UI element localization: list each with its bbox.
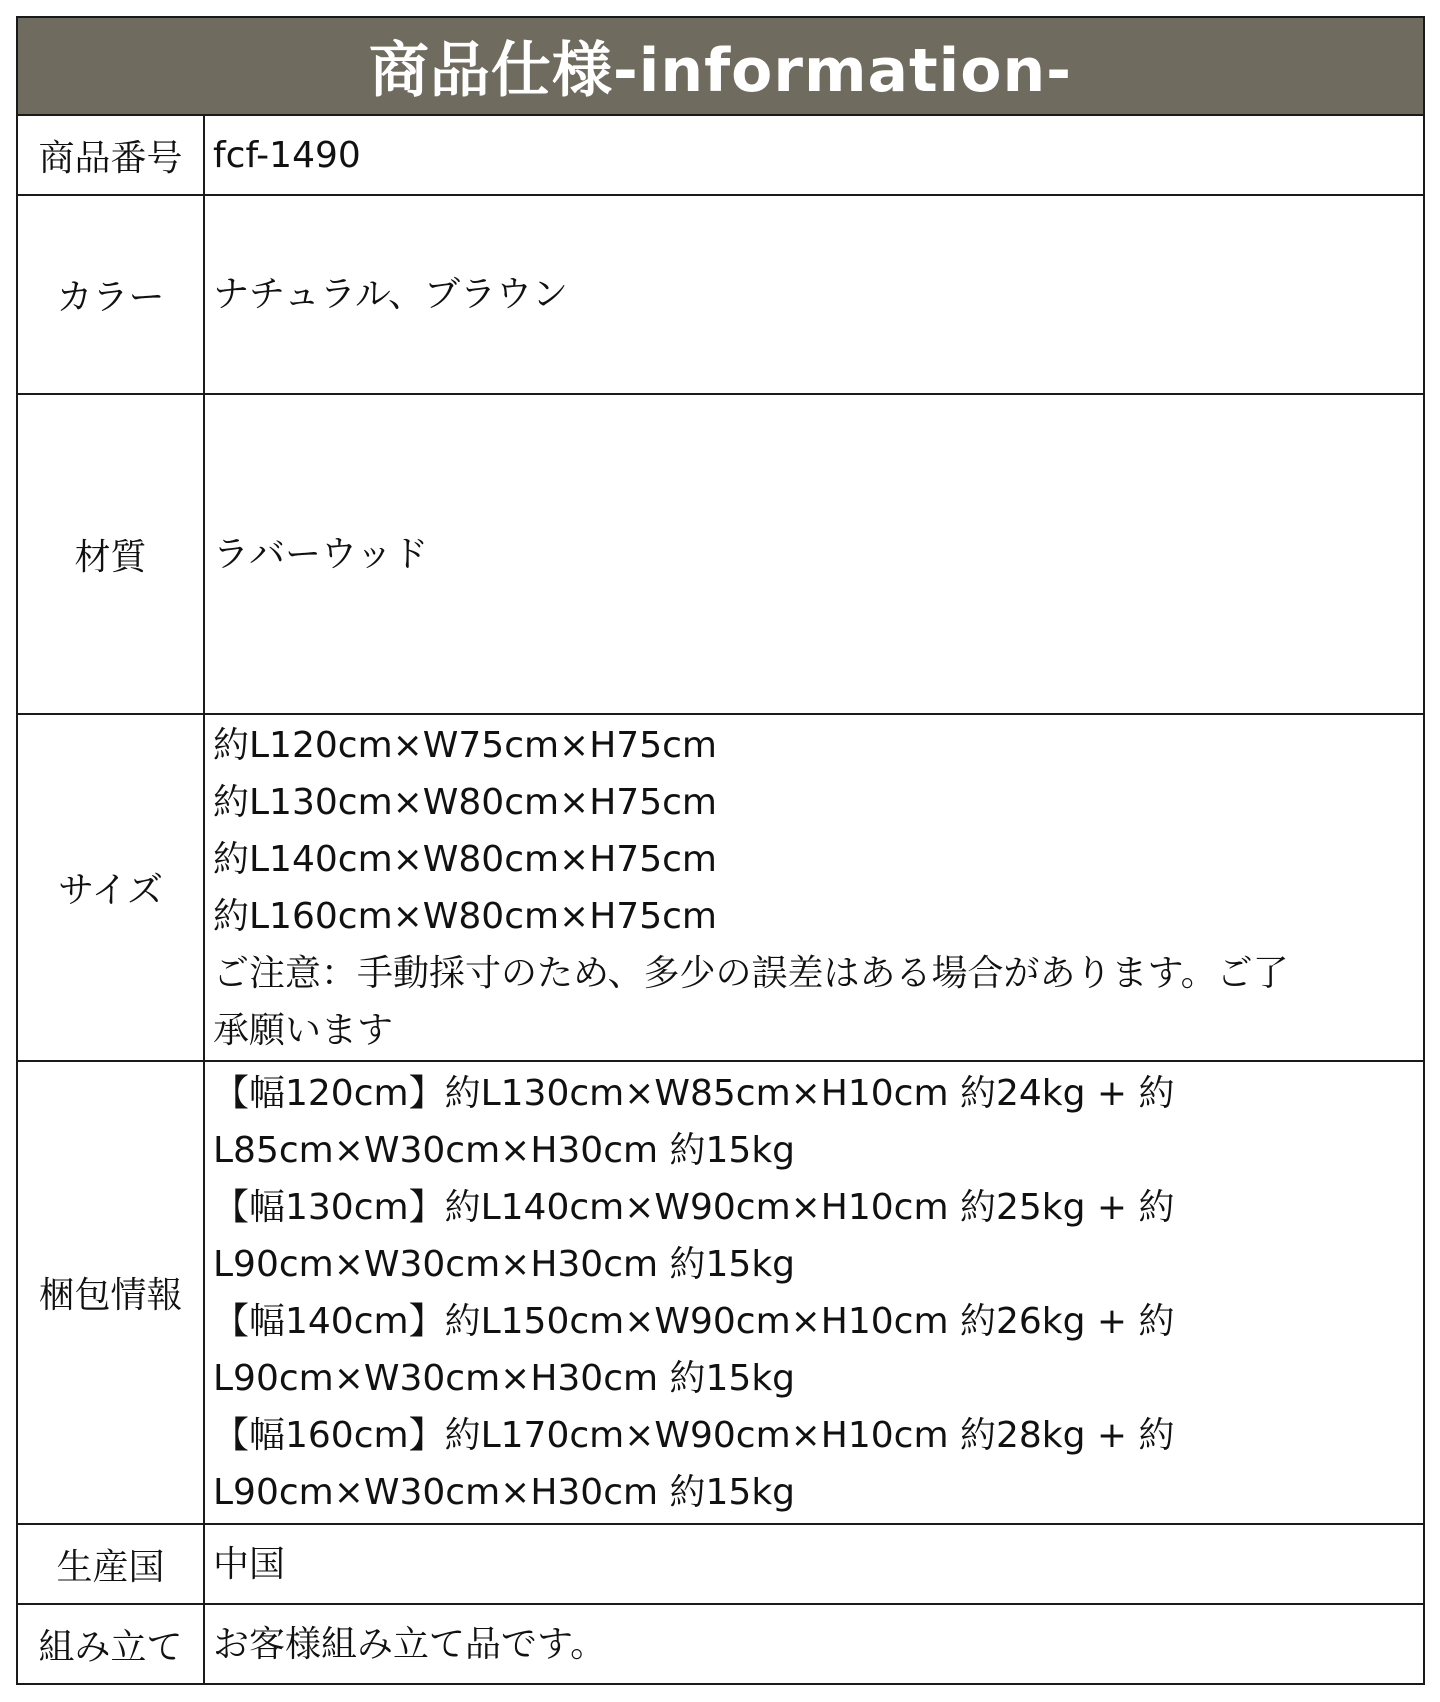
size-line: 約L140cm×W80cm×H75cm: [213, 838, 717, 880]
label-product-code: 商品番号: [18, 116, 205, 194]
spec-row-color: [18, 196, 1423, 395]
package-line: L90cm×W30cm×H30cm 約15kg: [213, 1357, 796, 1399]
size-line: 約L130cm×W80cm×H75cm: [213, 781, 717, 823]
value-package: [205, 1062, 1423, 1523]
spec-row-package: [18, 1062, 1423, 1525]
value-product-code: [205, 116, 1423, 194]
label-color: カラー: [18, 196, 205, 393]
package-line: 【幅120cm】約L130cm×W85cm×H10cm 約24kg + 約: [213, 1072, 1175, 1114]
spec-row-assembly: [18, 1605, 1423, 1683]
label-material: 材質: [18, 395, 205, 713]
label-assembly: 組み立て: [18, 1605, 205, 1683]
size-line: 約L160cm×W80cm×H75cm: [213, 895, 717, 937]
size-note-line: 承願います: [213, 1009, 394, 1051]
value-size: [205, 715, 1423, 1060]
value-material: [205, 395, 1423, 713]
value-assembly: [205, 1605, 1423, 1683]
package-line: 【幅160cm】約L170cm×W90cm×H10cm 約28kg + 約: [213, 1414, 1175, 1456]
product-code-text: fcf-1490: [213, 134, 361, 176]
spec-row-size: [18, 715, 1423, 1062]
package-line: L90cm×W30cm×H30cm 約15kg: [213, 1243, 796, 1285]
size-line: 約L120cm×W75cm×H75cm: [213, 724, 717, 766]
spec-row-product-code: [18, 116, 1423, 196]
label-package: 梱包情報: [18, 1062, 205, 1523]
package-line: 【幅130cm】約L140cm×W90cm×H10cm 約25kg + 約: [213, 1186, 1175, 1228]
origin-text: 中国: [213, 1543, 286, 1585]
spec-title: 商品仕様-information-: [368, 36, 1073, 106]
package-line: L90cm×W30cm×H30cm 約15kg: [213, 1471, 796, 1513]
color-text: ナチュラル、ブラウン: [213, 274, 568, 315]
value-color: [205, 196, 1423, 393]
package-line: 【幅140cm】約L150cm×W90cm×H10cm 約26kg + 約: [213, 1300, 1175, 1342]
size-note-line: ご注意：手動採寸のため、多少の誤差はある場合があります。ご了: [213, 952, 1289, 994]
assembly-text: お客様組み立て品です。: [213, 1623, 607, 1665]
label-origin: 生産国: [18, 1525, 205, 1603]
spec-header: [18, 18, 1423, 116]
label-size: サイズ: [18, 715, 205, 1060]
spec-row-material: [18, 395, 1423, 715]
spec-table: [16, 16, 1425, 1685]
spec-row-origin: [18, 1525, 1423, 1605]
material-text: ラバーウッド: [213, 533, 429, 575]
value-origin: [205, 1525, 1423, 1603]
package-line: L85cm×W30cm×H30cm 約15kg: [213, 1129, 796, 1171]
